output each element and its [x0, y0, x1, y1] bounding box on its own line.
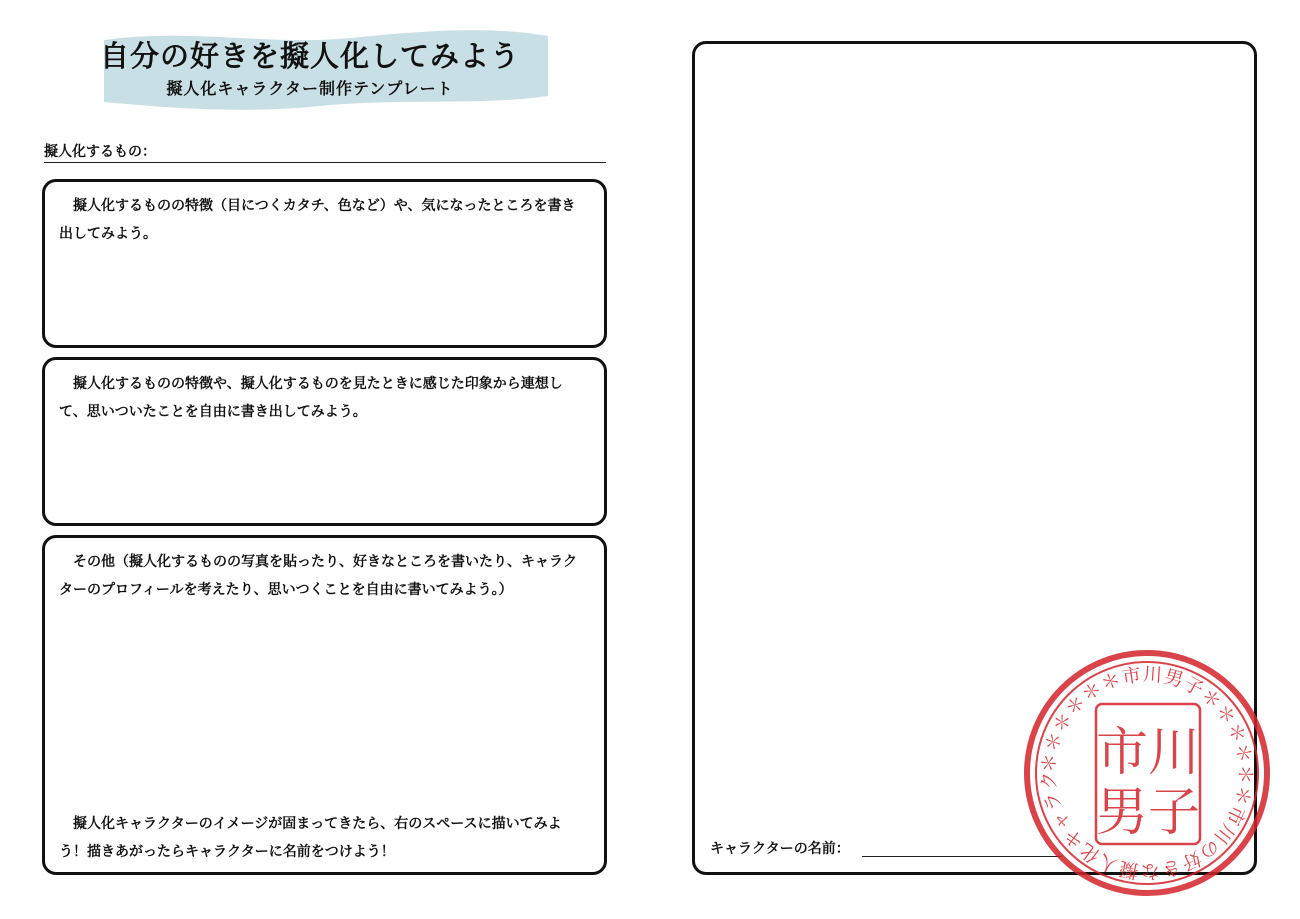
- seal-ring-text: ＊＊＊＊＊＊市川男子＊＊＊＊＊＊市川の好きな擬人化キャラク: [1037, 663, 1257, 883]
- other-box[interactable]: [42, 535, 607, 875]
- associations-prompt: 擬人化するものの特徴や、擬人化するものを見たときに感じた印象から連想して、思いついたことを自由に書き出してみよう。: [59, 376, 563, 420]
- seal-stamp-graphic: [1022, 648, 1272, 898]
- page-subtitle: 擬人化キャラクター制作テンプレート: [166, 79, 454, 98]
- associations-box[interactable]: [42, 357, 607, 526]
- features-box[interactable]: [42, 179, 607, 348]
- character-name-label: キャラクターの名前：: [710, 841, 850, 857]
- subject-label: 擬人化するもの：: [44, 144, 156, 160]
- features-prompt: 擬人化するものの特徴（目につくカタチ、色など）や、気になったところを書き出してみよう。: [59, 198, 576, 242]
- seal-center-text-bottom: 男子: [1095, 783, 1201, 843]
- other-prompt: その他（擬人化するものの写真を貼ったり、好きなところを書いたり、キャラクターのプロフィールを考えたり、思いつくことを自由に書いてみよう。）: [59, 554, 577, 598]
- subject-write-line[interactable]: [44, 162, 606, 163]
- drawing-instruction: 擬人化キャラクターのイメージが固まってきたら、右のスペースに描いてみよう！描きあがったらキャラクターに名前をつけよう！: [59, 816, 562, 860]
- seal-center-text-top: 市川: [1095, 723, 1201, 783]
- page-title: 自分の好きを擬人化してみよう: [100, 39, 521, 73]
- seal-stamp: [1022, 648, 1272, 902]
- title-banner: [100, 24, 550, 116]
